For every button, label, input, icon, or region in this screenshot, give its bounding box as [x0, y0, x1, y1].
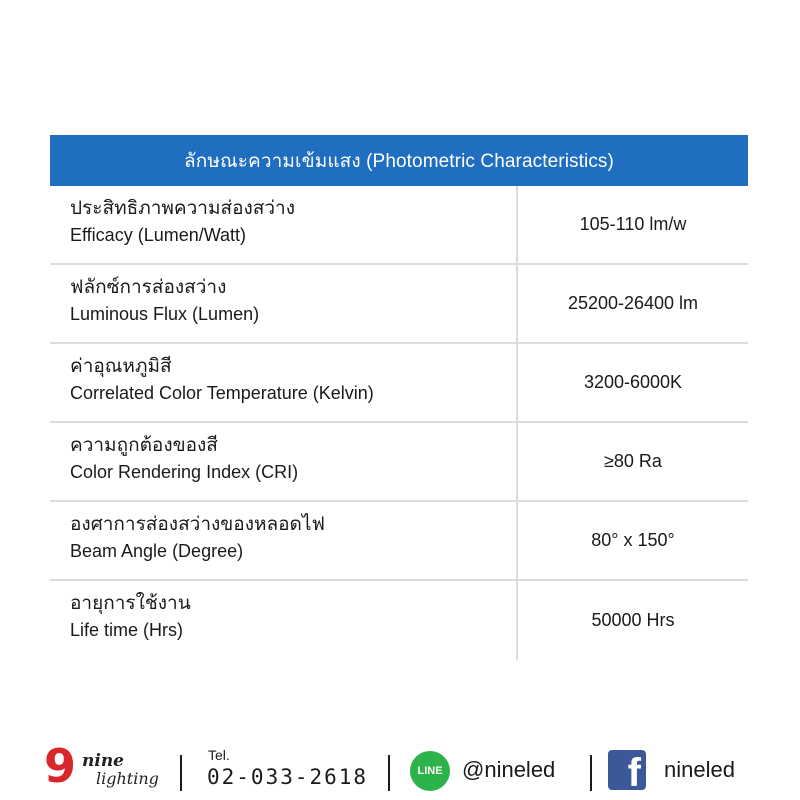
- footer-divider: [388, 755, 390, 791]
- row-label-english: Color Rendering Index (CRI): [70, 462, 299, 482]
- row-label-thai: ค่าอุณหภูมิสี: [70, 355, 172, 377]
- row-label-thai: ประสิทธิภาพความส่องสว่าง: [70, 197, 295, 219]
- row-value: 105-110 lm/w: [579, 214, 687, 234]
- row-label-english: Luminous Flux (Lumen): [70, 304, 260, 324]
- row-value: 3200-6000K: [583, 372, 683, 392]
- row-label-cell: [50, 186, 518, 263]
- row-label-cell: [50, 581, 518, 660]
- logo-word-lighting: lighting: [96, 769, 159, 788]
- row-label-cell: [50, 265, 518, 342]
- row-label-cell: [50, 344, 518, 421]
- table-row: [50, 502, 748, 581]
- row-label-cell: [50, 423, 518, 500]
- contact-footer: [0, 735, 800, 800]
- row-value: 80° x 150°: [591, 530, 675, 550]
- table-row: [50, 265, 748, 344]
- row-label-cell: [50, 502, 518, 579]
- table-row: [50, 581, 748, 660]
- facebook-name[interactable]: nineled: [664, 757, 735, 782]
- table-row: [50, 186, 748, 265]
- row-value: 25200-26400 lm: [567, 293, 699, 313]
- logo-number: 9: [44, 739, 77, 793]
- row-value: 50000 Hrs: [591, 610, 675, 630]
- row-label-thai: องศาการส่องสว่างของหลอดไฟ: [70, 513, 325, 535]
- logo-word-nine: nine: [82, 751, 124, 771]
- table-row: [50, 423, 748, 502]
- row-label-english: Life time (Hrs): [70, 620, 184, 640]
- footer-divider: [590, 755, 592, 791]
- tel-label: Tel.: [208, 747, 230, 763]
- row-label-thai: ฟลักซ์การส่องสว่าง: [70, 276, 227, 298]
- row-value: ≥80 Ra: [604, 451, 662, 471]
- nine-lighting-logo-icon: [44, 739, 169, 795]
- table-row: [50, 344, 748, 423]
- row-label-english: Correlated Color Temperature (Kelvin): [70, 383, 374, 403]
- table-header: ลักษณะความเข้มแสง (Photometric Characteristics): [50, 135, 748, 186]
- row-label-english: Efficacy (Lumen/Watt): [70, 225, 247, 245]
- facebook-icon[interactable]: [608, 750, 646, 790]
- row-label-thai: ความถูกต้องของสี: [70, 434, 218, 456]
- line-icon[interactable]: LINE: [410, 751, 450, 791]
- photometric-table: [50, 135, 748, 660]
- line-id[interactable]: @nineled: [462, 757, 556, 782]
- row-label-thai: อายุการใช้งาน: [70, 592, 191, 614]
- row-label-english: Beam Angle (Degree): [70, 541, 244, 561]
- footer-divider: [180, 755, 182, 791]
- facebook-icon-letter: f: [627, 751, 641, 790]
- tel-number[interactable]: 02-033-2618: [207, 765, 369, 789]
